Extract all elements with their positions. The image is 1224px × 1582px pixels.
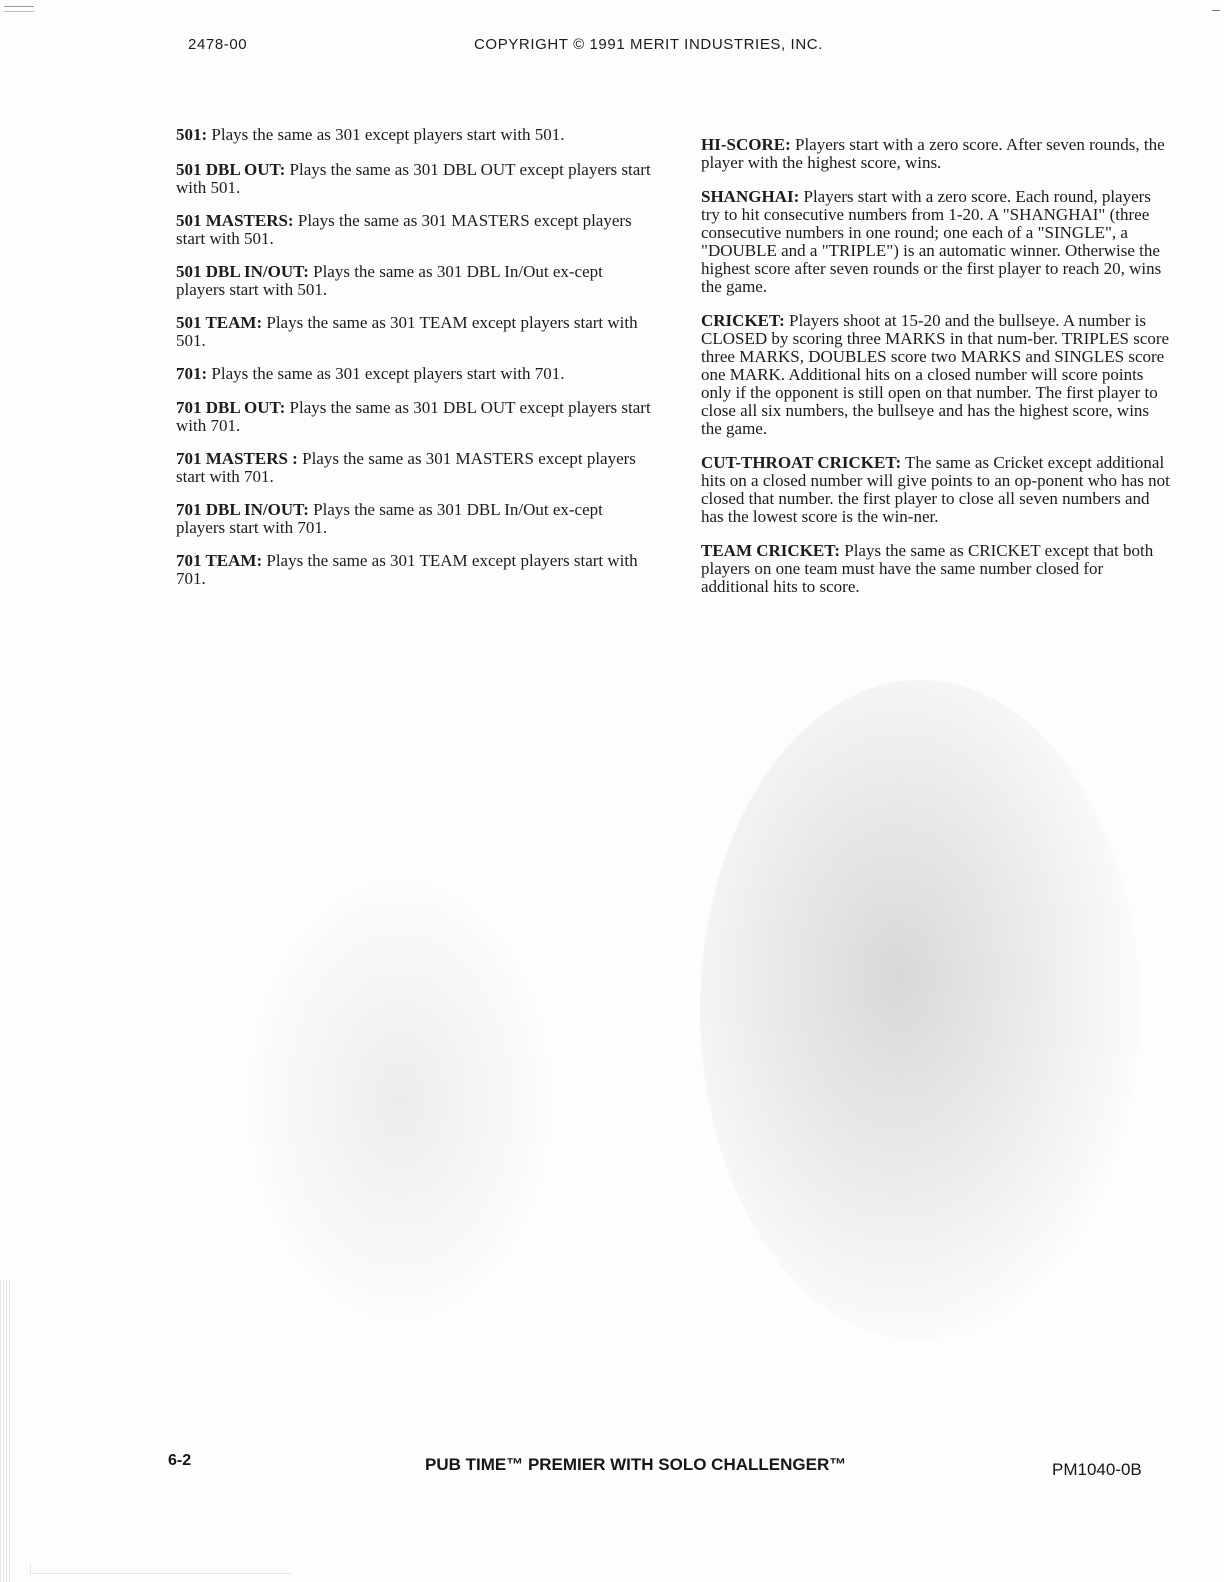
game-entry	[701, 312, 1173, 438]
right-column	[701, 136, 1173, 612]
ink-bleed-through	[700, 680, 1140, 1340]
game-name: 501 MASTERS:	[176, 211, 294, 230]
game-description: Plays the same as 301 DBL In/Out ex-cept players start with 701.	[176, 500, 603, 537]
part-number: PM1040-0B	[1052, 1460, 1142, 1479]
game-entry	[176, 365, 656, 383]
game-entry	[176, 161, 656, 197]
game-entry	[176, 450, 656, 486]
game-entry	[176, 263, 656, 299]
game-name: 701:	[176, 364, 208, 383]
game-entry	[176, 399, 656, 435]
game-entry	[176, 552, 656, 588]
doc-number: 2478-00	[188, 36, 248, 53]
game-name: 701 DBL OUT:	[176, 398, 286, 417]
game-description: Plays the same as 301 except players start with 701.	[207, 364, 565, 383]
game-name: TEAM CRICKET:	[701, 541, 840, 560]
game-description: Players shoot at 15-20 and the bullseye. A number is CLOSED by scoring three MARKS in that num-ber. TRIPLES score three MARKS, DOUBLES score two MARKS and SINGLES score one MARK. Additional hits on a closed number will score points only if the opponent is still open on that number. The first player to close all six numbers, the bullseye and has the highest score, wins the game.	[701, 311, 1170, 438]
scan-edge-tick	[1212, 10, 1220, 11]
game-name: 701 MASTERS :	[176, 449, 298, 468]
scan-corner-mark	[4, 6, 34, 12]
page-number: 6-2	[168, 1452, 192, 1469]
game-description: Plays the same as CRICKET except that both players on one team must have the same number closed for additional hits to score.	[701, 541, 1154, 596]
game-description: Plays the same as 301 MASTERS except players start with 701.	[176, 449, 636, 486]
left-column	[176, 126, 656, 603]
game-description: The same as Cricket except additional hits on a closed number will give points to an op-ponent who has not closed that number. the first player to close all seven numbers and has the lowest score is the win-ner.	[701, 453, 1170, 526]
game-name: CRICKET:	[701, 311, 785, 330]
game-description: Plays the same as 301 MASTERS except players start with 501.	[176, 211, 632, 248]
game-name: HI-SCORE:	[701, 135, 791, 154]
game-entry	[176, 126, 656, 144]
game-name: 501 DBL OUT:	[176, 160, 286, 179]
ink-bleed-through	[250, 880, 550, 1320]
game-description: Plays the same as 301 DBL OUT except players start with 501.	[176, 160, 651, 197]
game-description: Plays the same as 301 TEAM except players start with 501.	[176, 313, 638, 350]
game-entry	[701, 188, 1173, 296]
game-entry	[176, 212, 656, 248]
game-description: Players start with a zero score. After seven rounds, the player with the highest score, wins.	[701, 135, 1165, 172]
game-name: 501 TEAM:	[176, 313, 263, 332]
game-name: 501:	[176, 125, 208, 144]
game-name: CUT-THROAT CRICKET:	[701, 453, 902, 472]
game-description: Plays the same as 301 TEAM except players start with 701.	[176, 551, 638, 588]
game-entry	[176, 314, 656, 350]
scan-bottom-edge	[30, 1563, 291, 1574]
product-title: PUB TIME™ PREMIER WITH SOLO CHALLENGER™	[425, 1455, 847, 1474]
game-entry	[176, 501, 656, 537]
game-name: 501 DBL IN/OUT:	[176, 262, 309, 281]
game-entry	[701, 136, 1173, 172]
game-description: Players start with a zero score. Each round, players try to hit consecutive numbers from 1-20. A "SHANGHAI" (three consecutive numbers in one round; one each of a "SINGLE", a "DOUBLE and a "TRIPLE") is an automatic winner. Otherwise the highest score after seven rounds or the first player to reach 20, wins the game.	[701, 187, 1162, 296]
game-description: Plays the same as 301 except players start with 501.	[207, 125, 565, 144]
game-description: Plays the same as 301 DBL OUT except players start with 701.	[176, 398, 651, 435]
scan-left-edge	[0, 1280, 10, 1582]
game-entry	[701, 454, 1173, 526]
game-name: 701 DBL IN/OUT:	[176, 500, 309, 519]
game-name: SHANGHAI:	[701, 187, 800, 206]
copyright-line: COPYRIGHT © 1991 MERIT INDUSTRIES, INC.	[474, 36, 823, 53]
game-name: 701 TEAM:	[176, 551, 263, 570]
game-entry	[701, 542, 1173, 596]
game-description: Plays the same as 301 DBL In/Out ex-cept players start with 501.	[176, 262, 603, 299]
